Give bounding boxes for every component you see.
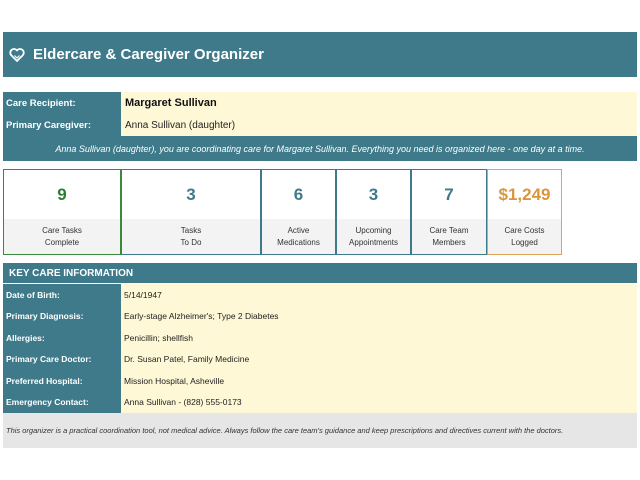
key-care-value[interactable]: Dr. Susan Patel, Family Medicine — [121, 349, 637, 371]
stat-caption-line: Care Team — [429, 226, 469, 236]
heart-icon — [9, 47, 25, 63]
key-care-label: Preferred Hospital: — [3, 370, 121, 392]
stat-care-costs-logged — [487, 169, 562, 255]
key-care-heading: KEY CARE INFORMATION — [3, 263, 637, 283]
key-care-label: Emergency Contact: — [3, 392, 121, 414]
care-recipient-row — [3, 92, 637, 114]
stat-caption-line: Care Costs — [504, 226, 545, 236]
key-care-row-emergency — [3, 392, 637, 414]
stat-caption — [337, 219, 410, 254]
stat-caption-line: Upcoming — [355, 226, 392, 236]
stat-value: 7 — [444, 185, 454, 204]
primary-caregiver-label: Primary Caregiver: — [3, 114, 121, 136]
primary-caregiver-row — [3, 114, 637, 136]
key-care-row-dob — [3, 284, 637, 306]
stat-caption — [488, 219, 561, 254]
stat-caption-line: To Do — [180, 237, 202, 247]
stat-caption-line: Tasks — [180, 226, 202, 236]
stat-caption — [262, 219, 335, 254]
key-care-value[interactable]: Anna Sullivan - (828) 555-0173 — [121, 392, 637, 414]
stat-care-team-members — [411, 169, 487, 255]
care-recipient-label: Care Recipient: — [3, 92, 121, 114]
key-care-value[interactable]: 5/14/1947 — [121, 284, 637, 306]
stat-value: 6 — [293, 185, 304, 204]
stat-caption-line: Medications — [277, 237, 320, 247]
app-header — [3, 32, 637, 77]
key-care-row-hospital — [3, 370, 637, 392]
stat-caption-line: Care Tasks — [42, 226, 82, 236]
key-care-label: Primary Diagnosis: — [3, 306, 121, 328]
stat-value: 3 — [186, 185, 196, 204]
app-title: Eldercare & Caregiver Organizer — [33, 46, 264, 63]
welcome-banner: Anna Sullivan (daughter), you are coordinating care for Margaret Sullivan. Everything you need is organized here - one day at a time. — [3, 136, 637, 161]
stat-caption-line: Appointments — [349, 237, 398, 247]
key-care-value[interactable]: Mission Hospital, Asheville — [121, 370, 637, 392]
key-care-row-diagnosis — [3, 306, 637, 328]
stat-caption — [412, 219, 486, 254]
stat-value: $1,249 — [498, 185, 551, 204]
care-recipient-value[interactable]: Margaret Sullivan — [121, 92, 637, 114]
stat-caption — [4, 219, 120, 254]
stat-value: 9 — [57, 185, 67, 204]
key-care-value[interactable]: Early-stage Alzheimer's; Type 2 Diabetes — [121, 306, 637, 328]
stat-caption-line: Active — [287, 226, 310, 236]
key-care-label: Date of Birth: — [3, 284, 121, 306]
key-care-row-allergies — [3, 327, 637, 349]
stat-tasks-to-do — [121, 169, 261, 255]
key-care-label: Allergies: — [3, 327, 121, 349]
stat-upcoming-appointments — [336, 169, 411, 255]
stat-caption — [122, 219, 260, 254]
key-care-value[interactable]: Penicillin; shellfish — [121, 327, 637, 349]
disclaimer-note: This organizer is a practical coordination tool, not medical advice. Always follow the care team's guidance and keep prescriptions and directives current with the doctors. — [3, 413, 637, 448]
key-care-row-doctor — [3, 349, 637, 371]
stat-caption-line: Complete — [44, 237, 80, 247]
stat-tasks-complete — [3, 169, 121, 255]
stat-value: 3 — [368, 185, 379, 204]
stat-caption-line: Logged — [511, 237, 538, 247]
stat-active-medications — [261, 169, 336, 255]
primary-caregiver-value[interactable]: Anna Sullivan (daughter) — [121, 114, 637, 136]
key-care-label: Primary Care Doctor: — [3, 349, 121, 371]
stat-caption-line: Members — [432, 237, 466, 247]
